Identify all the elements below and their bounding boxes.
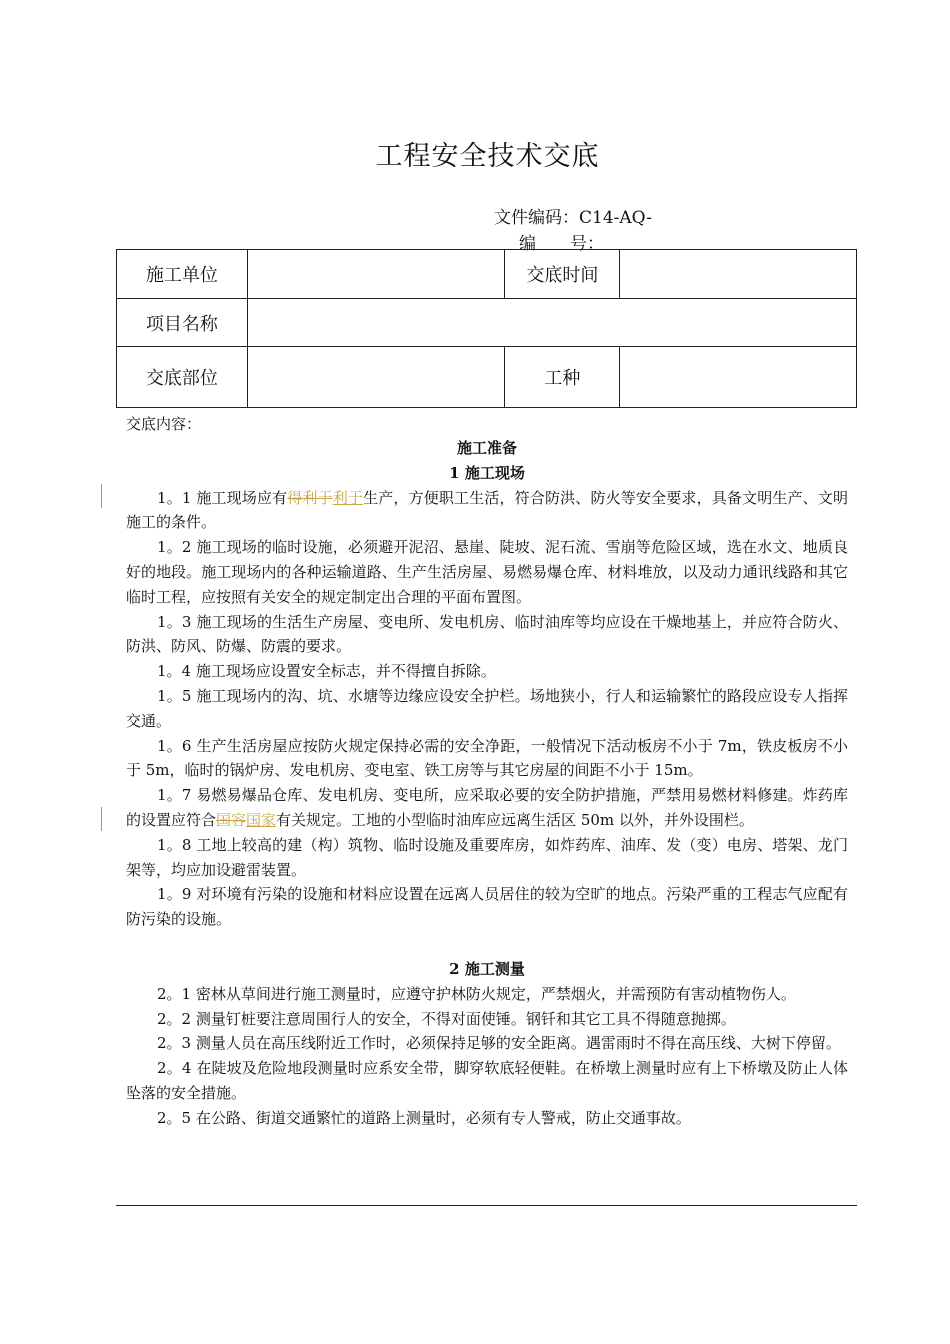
paragraph-1-6: 1。6 生产生活房屋应按防火规定保持必需的安全净距，一般情况下活动板房不小于 7m，铁皮板房不小于 5m，临时的锅炉房、发电机房、变电室、铁工房等与其它房屋的间距不小于 15m。 — [126, 736, 848, 780]
revision-bar — [101, 807, 102, 831]
deleted-text: 得利于 — [287, 488, 333, 507]
paragraph-2-2: 2。2 测量钉桩要注意周围行人的安全，不得对面使锤。钢钎和其它工具不得随意抛掷。 — [157, 1009, 736, 1028]
paragraph-1-7: 1。7 易燃易爆品仓库、发电机房、变电所，应采取必要的安全防护措施，严禁用易燃材料修建。炸药库的设置应符合国容国家有关规定。工地的小型临时油库应远离生活区 50m 以外，并外设围栏。 — [126, 786, 848, 829]
label-briefing-time: 交底时间 — [505, 250, 620, 299]
paragraph-1-2: 1。2 施工现场的临时设施，必须避开泥沼、悬崖、陡坡、泥石流、雪崩等危险区域，选在水文、地质良好的地段。施工现场内的各种运输道路、生产生活房屋、易燃易爆仓库、材料堆放，以及动力通讯线路和其它临时工程，应按照有关安全的规定制定出合理的平面布置图。 — [126, 538, 848, 606]
revision-bar — [101, 484, 102, 508]
deleted-text: 国容 — [216, 810, 247, 829]
label-work-type: 工种 — [505, 347, 620, 408]
paragraph-1-1: 1。1 施工现场应有得利于利于生产，方便职工生活，符合防洪、防火等安全要求，具备文明生产、文明施工的条件。 — [126, 488, 848, 532]
main-heading: 施工准备 — [456, 439, 517, 457]
label-project-name: 项目名称 — [117, 299, 248, 347]
number-line: 编 号： — [519, 234, 604, 254]
bottom-rule — [116, 1205, 857, 1206]
briefing-location-field[interactable] — [247, 347, 505, 408]
construction-unit-field[interactable] — [247, 250, 505, 299]
section1-heading: 1 施工现场 — [449, 463, 525, 482]
paragraph-2-1: 2。1 密林从草间进行施工测量时，应遵守护林防火规定，严禁烟火，并需预防有害动植物伤人。 — [157, 984, 796, 1003]
info-table — [116, 249, 857, 408]
inserted-text: 利于 — [332, 488, 364, 507]
file-code-line: 文件编码：C14-AQ- — [494, 208, 652, 228]
paragraph-1-5: 1。5 施工现场内的沟、坑、水塘等边缘应设安全护栏。场地狭小，行人和运输繁忙的路段应设专人指挥交通。 — [126, 686, 848, 730]
paragraph-1-4: 1。4 施工现场应设置安全标志，并不得擅自拆除。 — [157, 662, 496, 681]
paragraph-1-8: 1。8 工地上较高的建（构）筑物、临时设施及重要库房，如炸药库、油库、发（变）电房、塔架、龙门架等，均应加设避雷装置。 — [126, 835, 848, 879]
paragraph-2-5: 2。5 在公路、街道交通繁忙的道路上测量时，必须有专人警戒，防止交通事故。 — [157, 1108, 691, 1127]
inserted-text: 国家 — [246, 810, 277, 829]
label-construction-unit: 施工单位 — [117, 250, 248, 299]
paragraph-1-9: 1。9 对环境有污染的设施和材料应设置在远离人员居住的较为空旷的地点。污染严重的工程志气应配有防污染的设施。 — [126, 885, 848, 929]
section2-heading: 2 施工测量 — [449, 959, 525, 978]
content-body — [126, 436, 848, 1131]
label-briefing-location: 交底部位 — [117, 347, 248, 408]
paragraph-1-3: 1。3 施工现场的生活生产房屋、变电所、发电机房、临时油库等均应设在干燥地基上，并应符合防火、防洪、防风、防爆、防震的要求。 — [126, 612, 848, 656]
briefing-time-field[interactable] — [620, 250, 857, 299]
document-title: 工程安全技术交底 — [375, 141, 600, 172]
content-label: 交底内容： — [126, 415, 202, 433]
paragraph-2-3: 2。3 测量人员在高压线附近工作时，必须保持足够的安全距离。遇雷雨时不得在高压线、大树下停留。 — [157, 1034, 841, 1053]
work-type-field[interactable] — [620, 347, 857, 408]
paragraph-2-4: 2。4 在陡坡及危险地段测量时应系安全带，脚穿软底轻便鞋。在桥墩上测量时应有上下桥墩及防止人体坠落的安全措施。 — [126, 1059, 848, 1102]
project-name-field[interactable] — [247, 299, 856, 347]
